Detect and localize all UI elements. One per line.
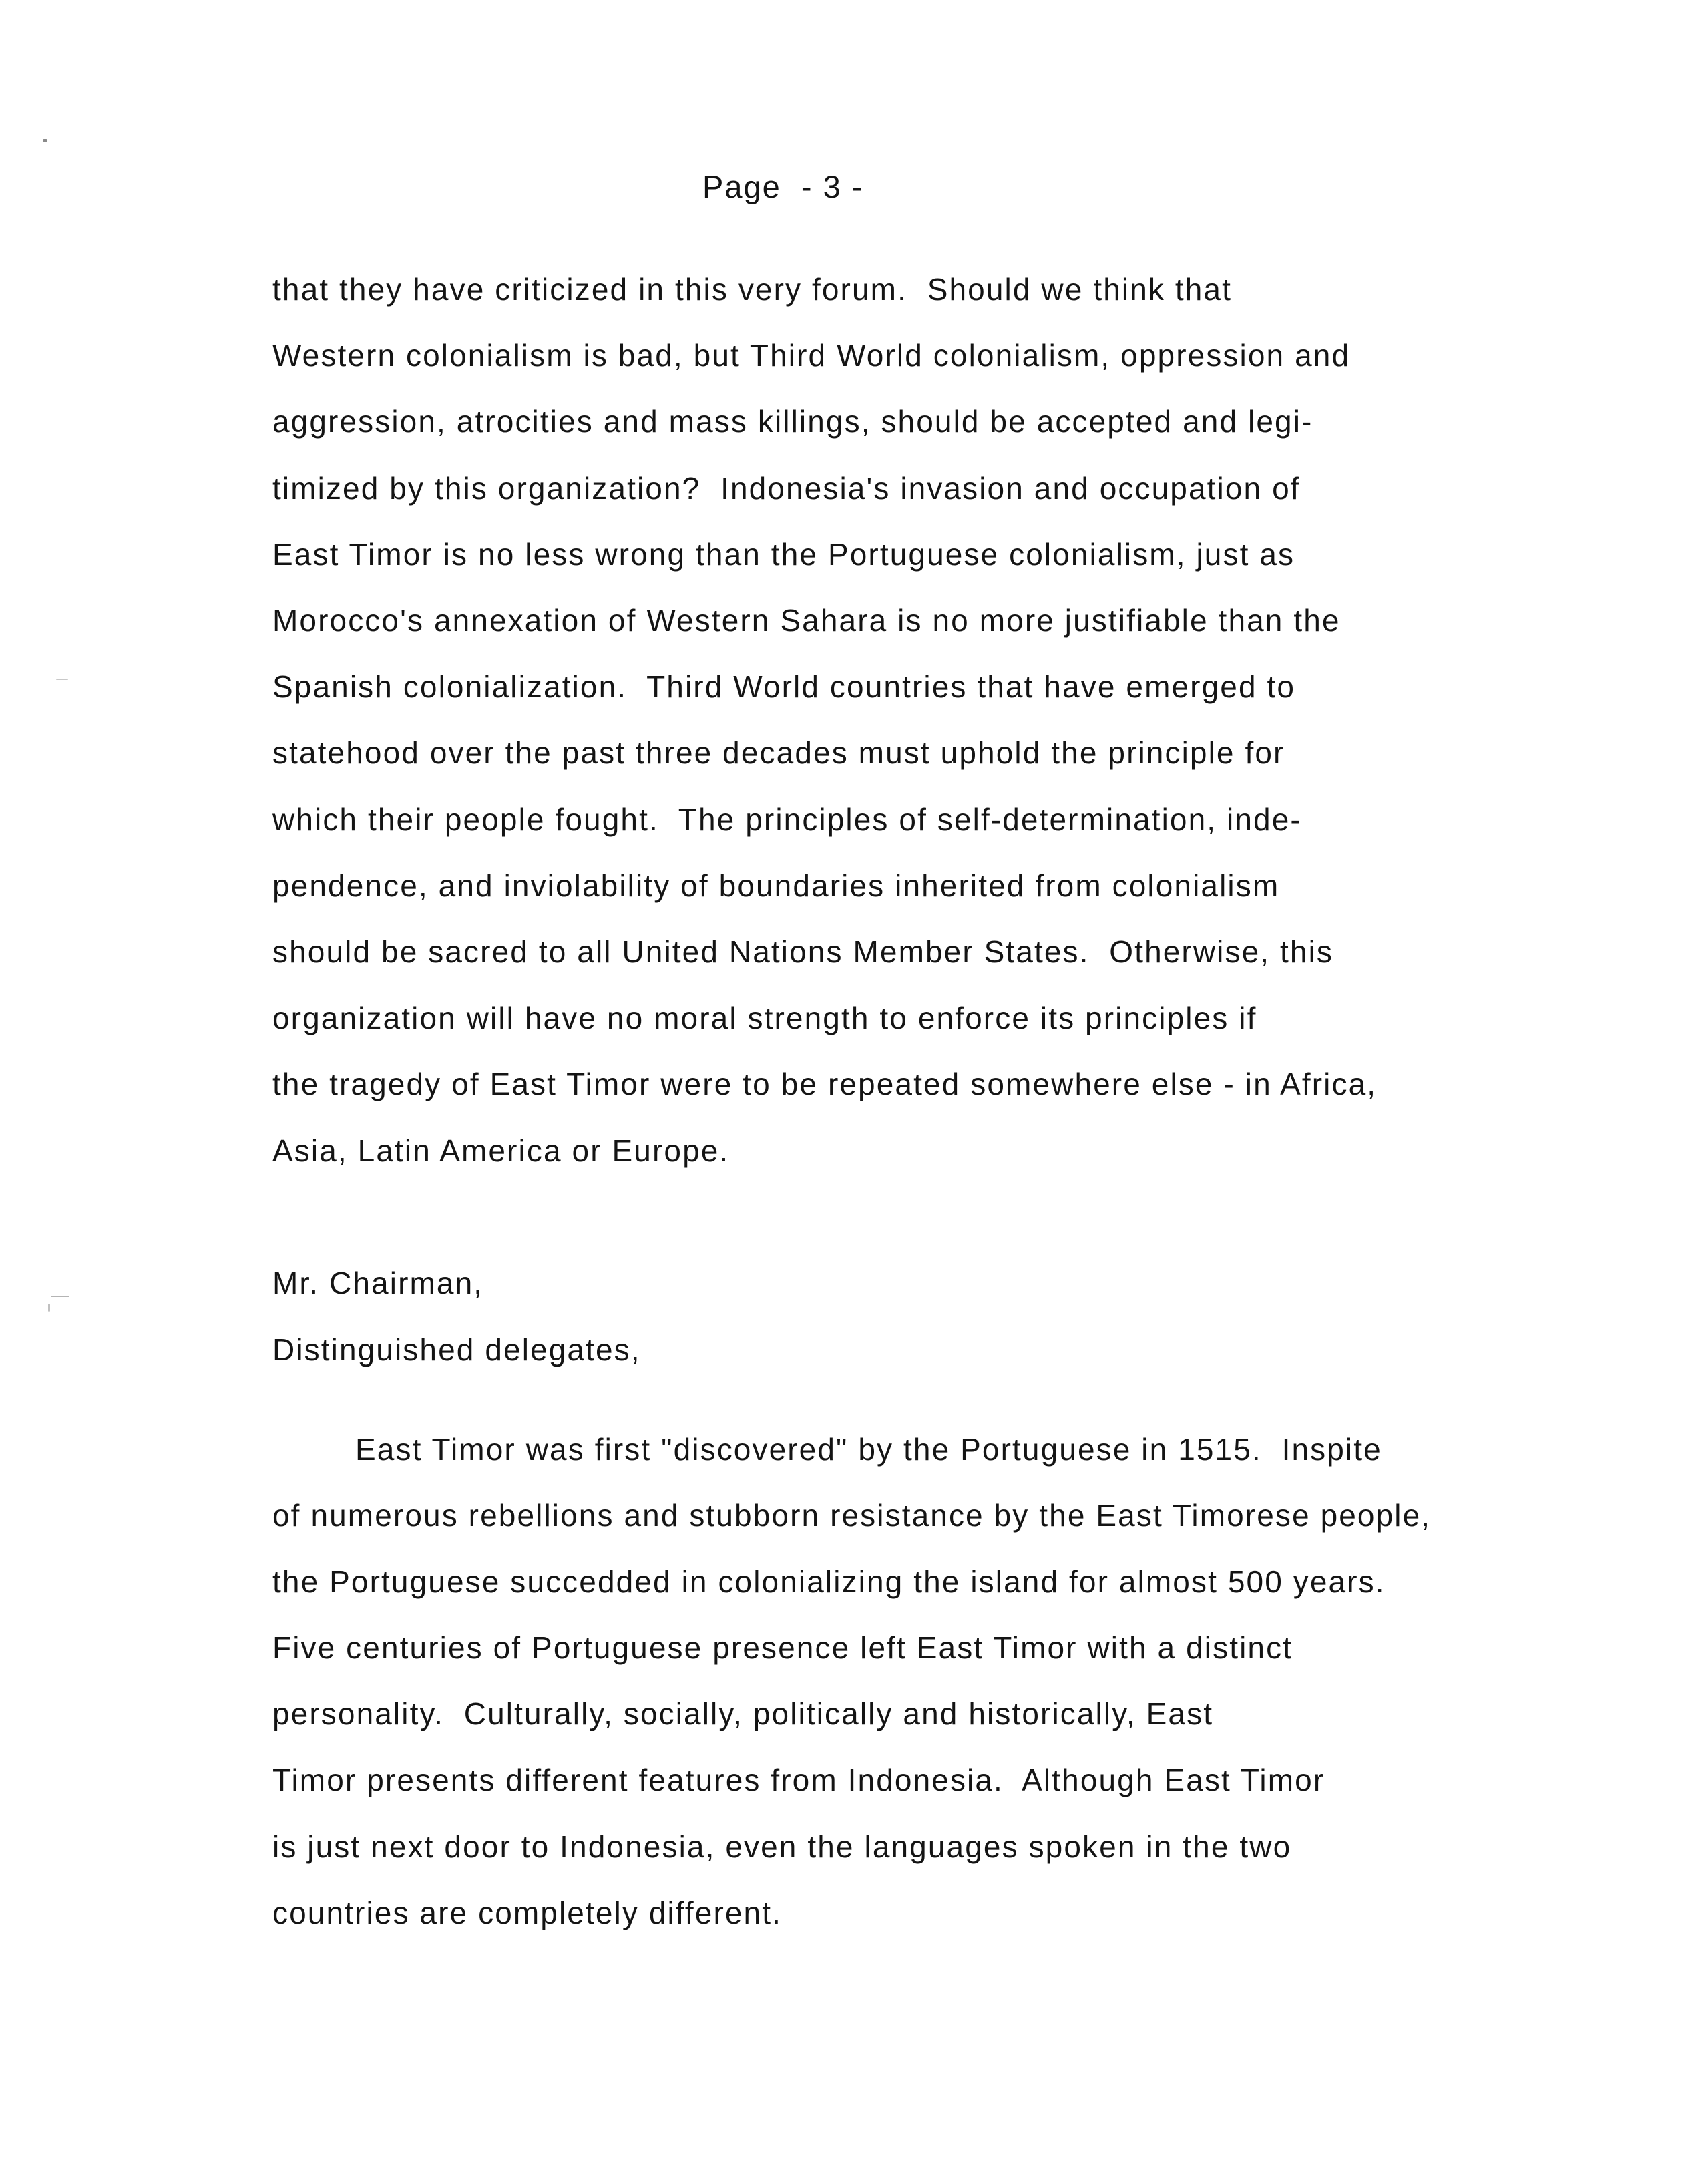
paragraph-2-line: is just next door to Indonesia, even the languages spoken in the two — [272, 1829, 1292, 1864]
paragraph-1-line: Spanish colonialization. Third World countries that have emerged to — [272, 669, 1296, 704]
paragraph-1-line: Morocco's annexation of Western Sahara is no more justifiable than the — [272, 603, 1341, 638]
paragraph-1-line: the tragedy of East Timor were to be repeated somewhere else - in Africa, — [272, 1067, 1378, 1101]
salutation-line: Mr. Chairman, — [272, 1266, 484, 1300]
page-number-header: Page - 3 - — [702, 169, 864, 204]
scan-speck — [48, 1304, 50, 1312]
paragraph-1-line: statehood over the past three decades must uphold the principle for — [272, 735, 1285, 770]
paragraph-2-line: the Portuguese succedded in colonializing the island for almost 500 years. — [272, 1564, 1386, 1599]
paragraph-2-line: countries are completely different. — [272, 1895, 783, 1930]
paragraph-1-line: should be sacred to all United Nations Member States. Otherwise, this — [272, 934, 1334, 969]
paragraph-1-line: which their people fought. The principles of self-determination, inde- — [272, 802, 1302, 837]
salutation-line: Distinguished delegates, — [272, 1332, 641, 1367]
paragraph-1-line: timized by this organization? Indonesia's invasion and occupation of — [272, 471, 1301, 506]
paragraph-2-line: Timor presents different features from Indonesia. Although East Timor — [272, 1763, 1325, 1797]
paragraph-2-line: of numerous rebellions and stubborn resistance by the East Timorese people, — [272, 1498, 1432, 1533]
paragraph-1-line: aggression, atrocities and mass killings, should be accepted and legi- — [272, 404, 1313, 439]
paragraph-1-line: Asia, Latin America or Europe. — [272, 1133, 730, 1168]
scan-speck — [51, 1296, 69, 1297]
paragraph-1-line: that they have criticized in this very forum. Should we think that — [272, 272, 1232, 307]
paragraph-1-line: organization will have no moral strength to enforce its principles if — [272, 1000, 1257, 1035]
scan-speck — [56, 679, 68, 680]
paragraph-1-line: Western colonialism is bad, but Third World colonialism, oppression and — [272, 338, 1351, 373]
paragraph-2-line: Five centuries of Portuguese presence left East Timor with a distinct — [272, 1630, 1293, 1665]
scan-speck — [43, 139, 47, 142]
paragraph-1-line: pendence, and inviolability of boundaries inherited from colonialism — [272, 868, 1280, 903]
paragraph-1-line: East Timor is no less wrong than the Portuguese colonialism, just as — [272, 537, 1295, 572]
paragraph-2-line: East Timor was first "discovered" by the Portuguese in 1515. Inspite — [355, 1432, 1382, 1467]
paragraph-2-line: personality. Culturally, socially, politically and historically, East — [272, 1696, 1214, 1731]
